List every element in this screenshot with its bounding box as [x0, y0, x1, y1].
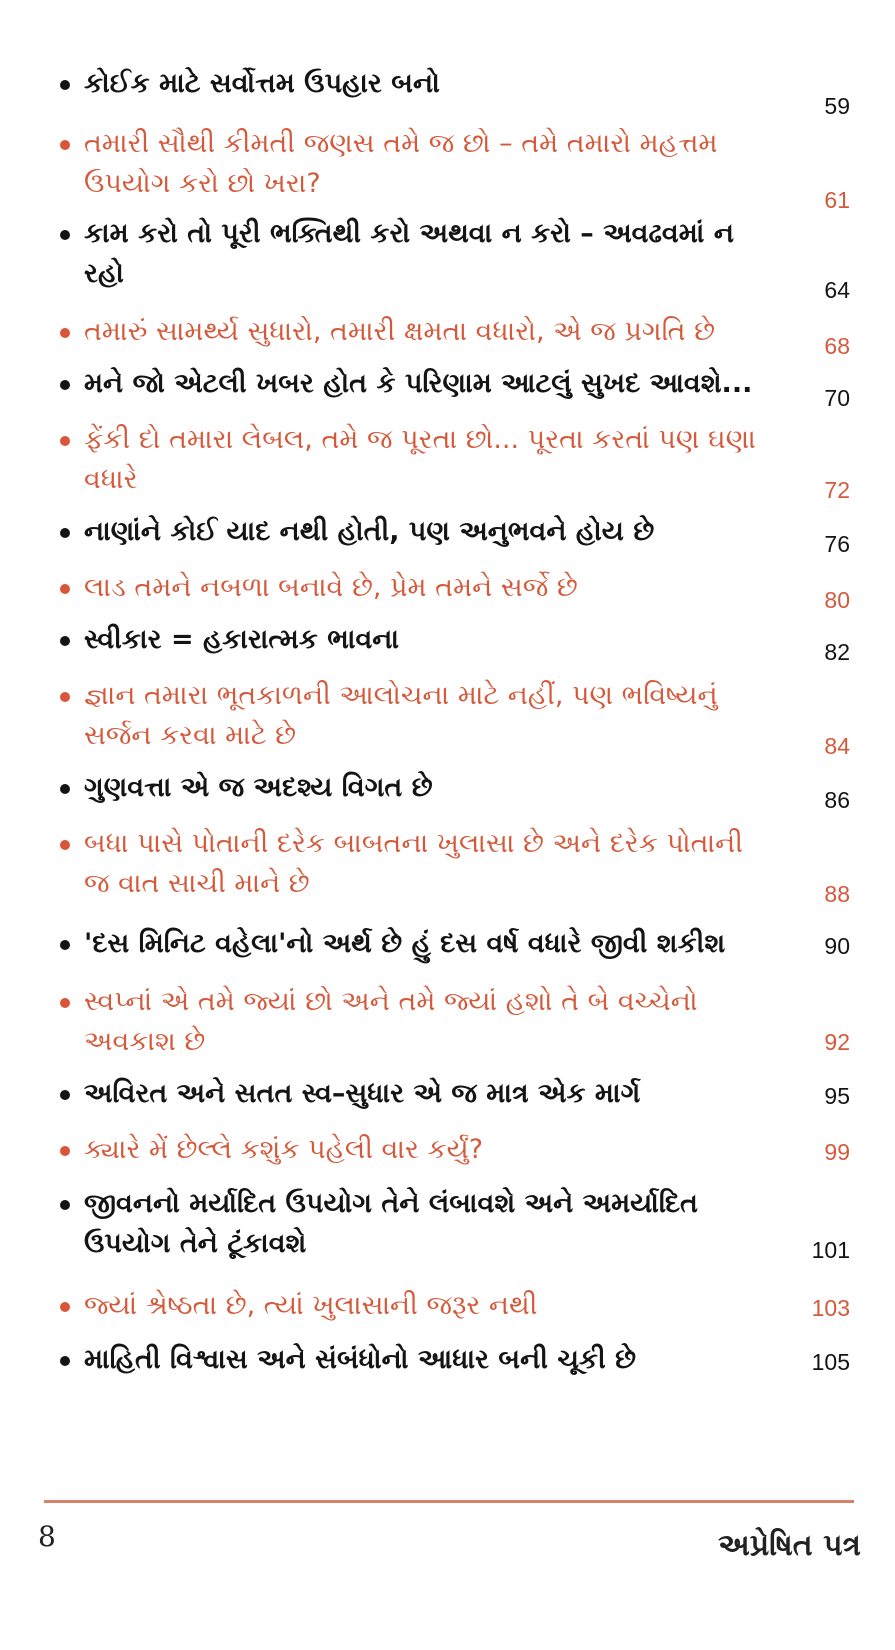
toc-entry-title: કામ કરો તો પૂરી ભક્તિથી કરો અથવા ન કરો – અવઢવમાં ન રહો [84, 218, 734, 289]
bullet-icon [60, 1090, 70, 1100]
toc-entry-title: ક્યારે મેં છેલ્લે કશુંક પહેલી વાર કર્યું? [84, 1134, 484, 1165]
bullet-icon [60, 584, 70, 594]
toc-entry-title: અવિરત અને સતત સ્વ–સુધાર એ જ માત્ર એક માર્ગ [84, 1078, 641, 1109]
bullet-icon [60, 692, 70, 702]
toc-entry-page: 92 [824, 1029, 850, 1055]
toc-entry-title: જ્ઞાન તમારા ભૂતકાળની આલોચના માટે નહીં, પણ ભવિષ્યનું સર્જન કરવા માટે છે [84, 680, 718, 751]
toc-entry-title: ફેંકી દો તમારા લેબલ, તમે જ પૂરતા છો... પૂરતા કરતાં પણ ઘણા વધારે [84, 424, 756, 495]
toc-entry-page: 61 [824, 187, 850, 213]
bullet-icon [60, 1302, 70, 1312]
bullet-icon [60, 998, 70, 1008]
toc-entry-page: 82 [824, 639, 850, 665]
toc-entry [60, 982, 850, 1072]
toc-entry [60, 568, 850, 618]
bullet-icon [60, 230, 70, 240]
bullet-icon [60, 840, 70, 850]
toc-entry-page: 95 [824, 1083, 850, 1109]
toc-entry [60, 420, 850, 510]
bullet-icon [60, 436, 70, 446]
toc-entry [60, 1074, 850, 1124]
toc-entry-title: તમારું સામર્થ્ય સુધારો, તમારી ક્ષમતા વધારો, એ જ પ્રગતિ છે [84, 316, 716, 347]
toc-entry [60, 676, 850, 766]
toc-entry-title: બધા પાસે પોતાની દરેક બાબતના ખુલાસા છે અને દરેક પોતાની જ વાત સાચી માને છે [84, 828, 744, 899]
toc-entry-page: 76 [824, 531, 850, 557]
toc-entry-page: 103 [811, 1295, 850, 1321]
bullet-icon [60, 380, 70, 390]
toc-entry-title: તમારી સૌથી કીમતી જણસ તમે જ છો – તમે તમારો મહત્તમ ઉપયોગ કરો છો ખરા? [84, 128, 718, 199]
toc-entry [60, 924, 850, 974]
bullet-icon [60, 528, 70, 538]
toc-entry-page: 59 [824, 93, 850, 119]
bullet-icon [60, 940, 70, 950]
toc-entry-page: 68 [824, 333, 850, 359]
bullet-icon [60, 328, 70, 338]
toc-entry-title: લાડ તમને નબળા બનાવે છે, પ્રેમ તમને સર્જે છે [84, 572, 578, 603]
toc-entry-page: 84 [824, 733, 850, 759]
toc-entry [60, 214, 850, 304]
toc-entry [60, 64, 850, 124]
toc-entry [60, 1340, 850, 1390]
toc-entry-page: 64 [824, 277, 850, 303]
toc-entry-page: 101 [811, 1237, 850, 1263]
toc-entry [60, 768, 850, 818]
toc-entry-page: 72 [824, 477, 850, 503]
bullet-icon [60, 1146, 70, 1156]
toc-entry [60, 364, 850, 414]
toc-entry-title: માહિતી વિશ્વાસ અને સંબંધોનો આધાર બની ચૂકી છે [84, 1344, 636, 1375]
toc-entry-title: સ્વીકાર = હકારાત્મક ભાવના [84, 624, 399, 655]
bullet-icon [60, 80, 70, 90]
bullet-icon [60, 1200, 70, 1210]
toc-entry-page: 105 [811, 1349, 850, 1375]
bullet-icon [60, 1356, 70, 1366]
toc-entry-title: નાણાંને કોઈ યાદ નથી હોતી, પણ અનુભવને હોય છે [84, 516, 655, 547]
toc-entry-title: 'દસ મિનિટ વહેલા'નો અર્થ છે હું દસ વર્ષ વધારે જીવી શકીશ [84, 928, 726, 959]
toc-entry [60, 620, 850, 670]
toc-entry [60, 824, 850, 914]
toc-entry-title: જીવનનો મર્યાદિત ઉપયોગ તેને લંબાવશે અને અમર્યાદિત ઉપયોગ તેને ટૂંકાવશે [84, 1188, 698, 1259]
toc-entry [60, 124, 850, 214]
toc-entry-page: 90 [824, 933, 850, 959]
bullet-icon [60, 140, 70, 150]
toc-entry-page: 86 [824, 787, 850, 813]
running-title: અપ્રેષિત પત્ર [718, 1528, 861, 1563]
bullet-icon [60, 636, 70, 646]
toc-entry [60, 1184, 850, 1274]
toc-entry-title: કોઈક માટે સર્વોત્તમ ઉપહાર બનો [84, 68, 440, 99]
toc-entry [60, 312, 850, 362]
toc-entry-title: જ્યાં શ્રેષ્ઠતા છે, ત્યાં ખુલાસાની જરૂર નથી [84, 1290, 538, 1321]
bullet-icon [60, 784, 70, 794]
toc-entry [60, 1130, 850, 1180]
toc-entry [60, 512, 850, 562]
toc-entry-title: સ્વપ્નાં એ તમે જ્યાં છો અને તમે જ્યાં હશો તે બે વચ્ચેનો અવકાશ છે [84, 986, 698, 1057]
toc-entry-page: 70 [824, 385, 850, 411]
toc-entry-page: 99 [824, 1139, 850, 1165]
toc-entry-page: 88 [824, 881, 850, 907]
footer-divider [44, 1500, 854, 1503]
toc-entry-page: 80 [824, 587, 850, 613]
toc-entry-title: મને જો એટલી ખબર હોત કે પરિણામ આટલું સુખદ આવશે... [84, 368, 753, 399]
toc-entry-title: ગુણવત્તા એ જ અદશ્ય વિગત છે [84, 772, 433, 803]
page-number: 8 [38, 1520, 56, 1553]
toc-entry [60, 1286, 850, 1336]
